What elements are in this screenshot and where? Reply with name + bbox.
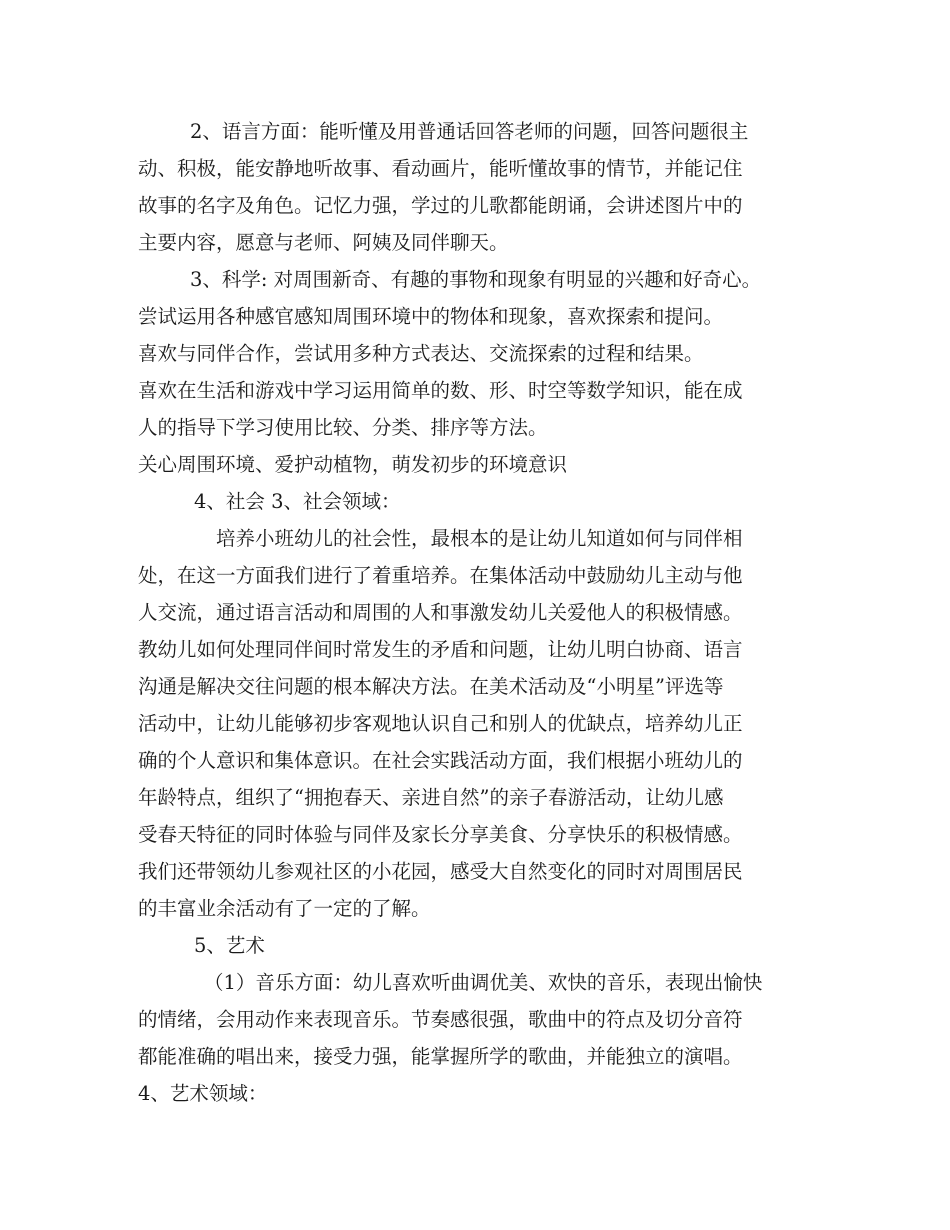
section-heading-social: 4、社会 3、社会领域： xyxy=(194,490,401,513)
paragraph-social-line: 年龄特点，组织了“拥抱春天、亲进自然”的亲子春游活动，让幼儿感 xyxy=(138,786,724,809)
paragraph-music-line: 都能准确的唱出来，接受力强，能掌握所学的歌曲，并能独立的演唱。 xyxy=(138,1045,743,1068)
paragraph-social-line: 活动中，让幼儿能够初步客观地认识自己和别人的优缺点，培养幼儿正 xyxy=(138,712,743,735)
paragraph-science-line: 3、科学: 对周围新奇、有趣的事物和现象有明显的兴趣和好奇心。 xyxy=(190,268,762,291)
paragraph-social-line: 的丰富业余活动有了一定的了解。 xyxy=(138,897,431,920)
paragraph-social-line: 培养小班幼儿的社会性，最根本的是让幼儿知道如何与同伴相 xyxy=(216,527,743,550)
paragraph-science-line: 人的指导下学习使用比较、分类、排序等方法。 xyxy=(138,416,548,439)
paragraph-science-line: 喜欢在生活和游戏中学习运用简单的数、形、时空等数学知识，能在成 xyxy=(138,379,743,402)
paragraph-language-line: 2、语言方面：能听懂及用普通话回答老师的问题，回答问题很主 xyxy=(190,120,749,143)
section-heading-art-domain: 4、艺术领域： xyxy=(138,1082,268,1105)
paragraph-social-line: 处，在这一方面我们进行了着重培养。在集体活动中鼓励幼儿主动与他 xyxy=(138,564,743,587)
paragraph-social-line: 我们还带领幼儿参观社区的小花园，感受大自然变化的同时对周围居民 xyxy=(138,860,743,883)
paragraph-social-line: 教幼儿如何处理同伴间时常发生的矛盾和问题，让幼儿明白协商、语言 xyxy=(138,638,743,661)
section-heading-art: 5、艺术 xyxy=(194,934,265,957)
paragraph-social-line: 确的个人意识和集体意识。在社会实践活动方面，我们根据小班幼儿的 xyxy=(138,749,743,772)
paragraph-science-line: 喜欢与同伴合作，尝试用多种方式表达、交流探索的过程和结果。 xyxy=(138,342,704,365)
paragraph-music-line: （1）音乐方面：幼儿喜欢听曲调优美、欢快的音乐，表现出愉快 xyxy=(204,971,763,994)
paragraph-science-line: 尝试运用各种感官感知周围环境中的物体和现象，喜欢探索和提问。 xyxy=(138,305,724,328)
paragraph-music-line: 的情绪，会用动作来表现音乐。节奏感很强，歌曲中的符点及切分音符 xyxy=(138,1008,743,1031)
paragraph-social-line: 受春天特征的同时体验与同伴及家长分享美食、分享快乐的积极情感。 xyxy=(138,823,743,846)
paragraph-language-line: 主要内容，愿意与老师、阿姨及同伴聊天。 xyxy=(138,231,509,254)
paragraph-social-line: 人交流，通过语言活动和周围的人和事激发幼儿关爱他人的积极情感。 xyxy=(138,601,743,624)
paragraph-language-line: 动、积极，能安静地听故事、看动画片，能听懂故事的情节，并能记住 xyxy=(138,157,743,180)
paragraph-language-line: 故事的名字及角色。记忆力强，学过的儿歌都能朗诵，会讲述图片中的 xyxy=(138,194,743,217)
paragraph-social-line: 沟通是解决交往问题的根本解决方法。在美术活动及“小明星”评选等 xyxy=(138,675,724,698)
paragraph-science-line: 关心周围环境、爱护动植物，萌发初步的环境意识 xyxy=(138,453,568,476)
document-body xyxy=(138,113,828,1112)
